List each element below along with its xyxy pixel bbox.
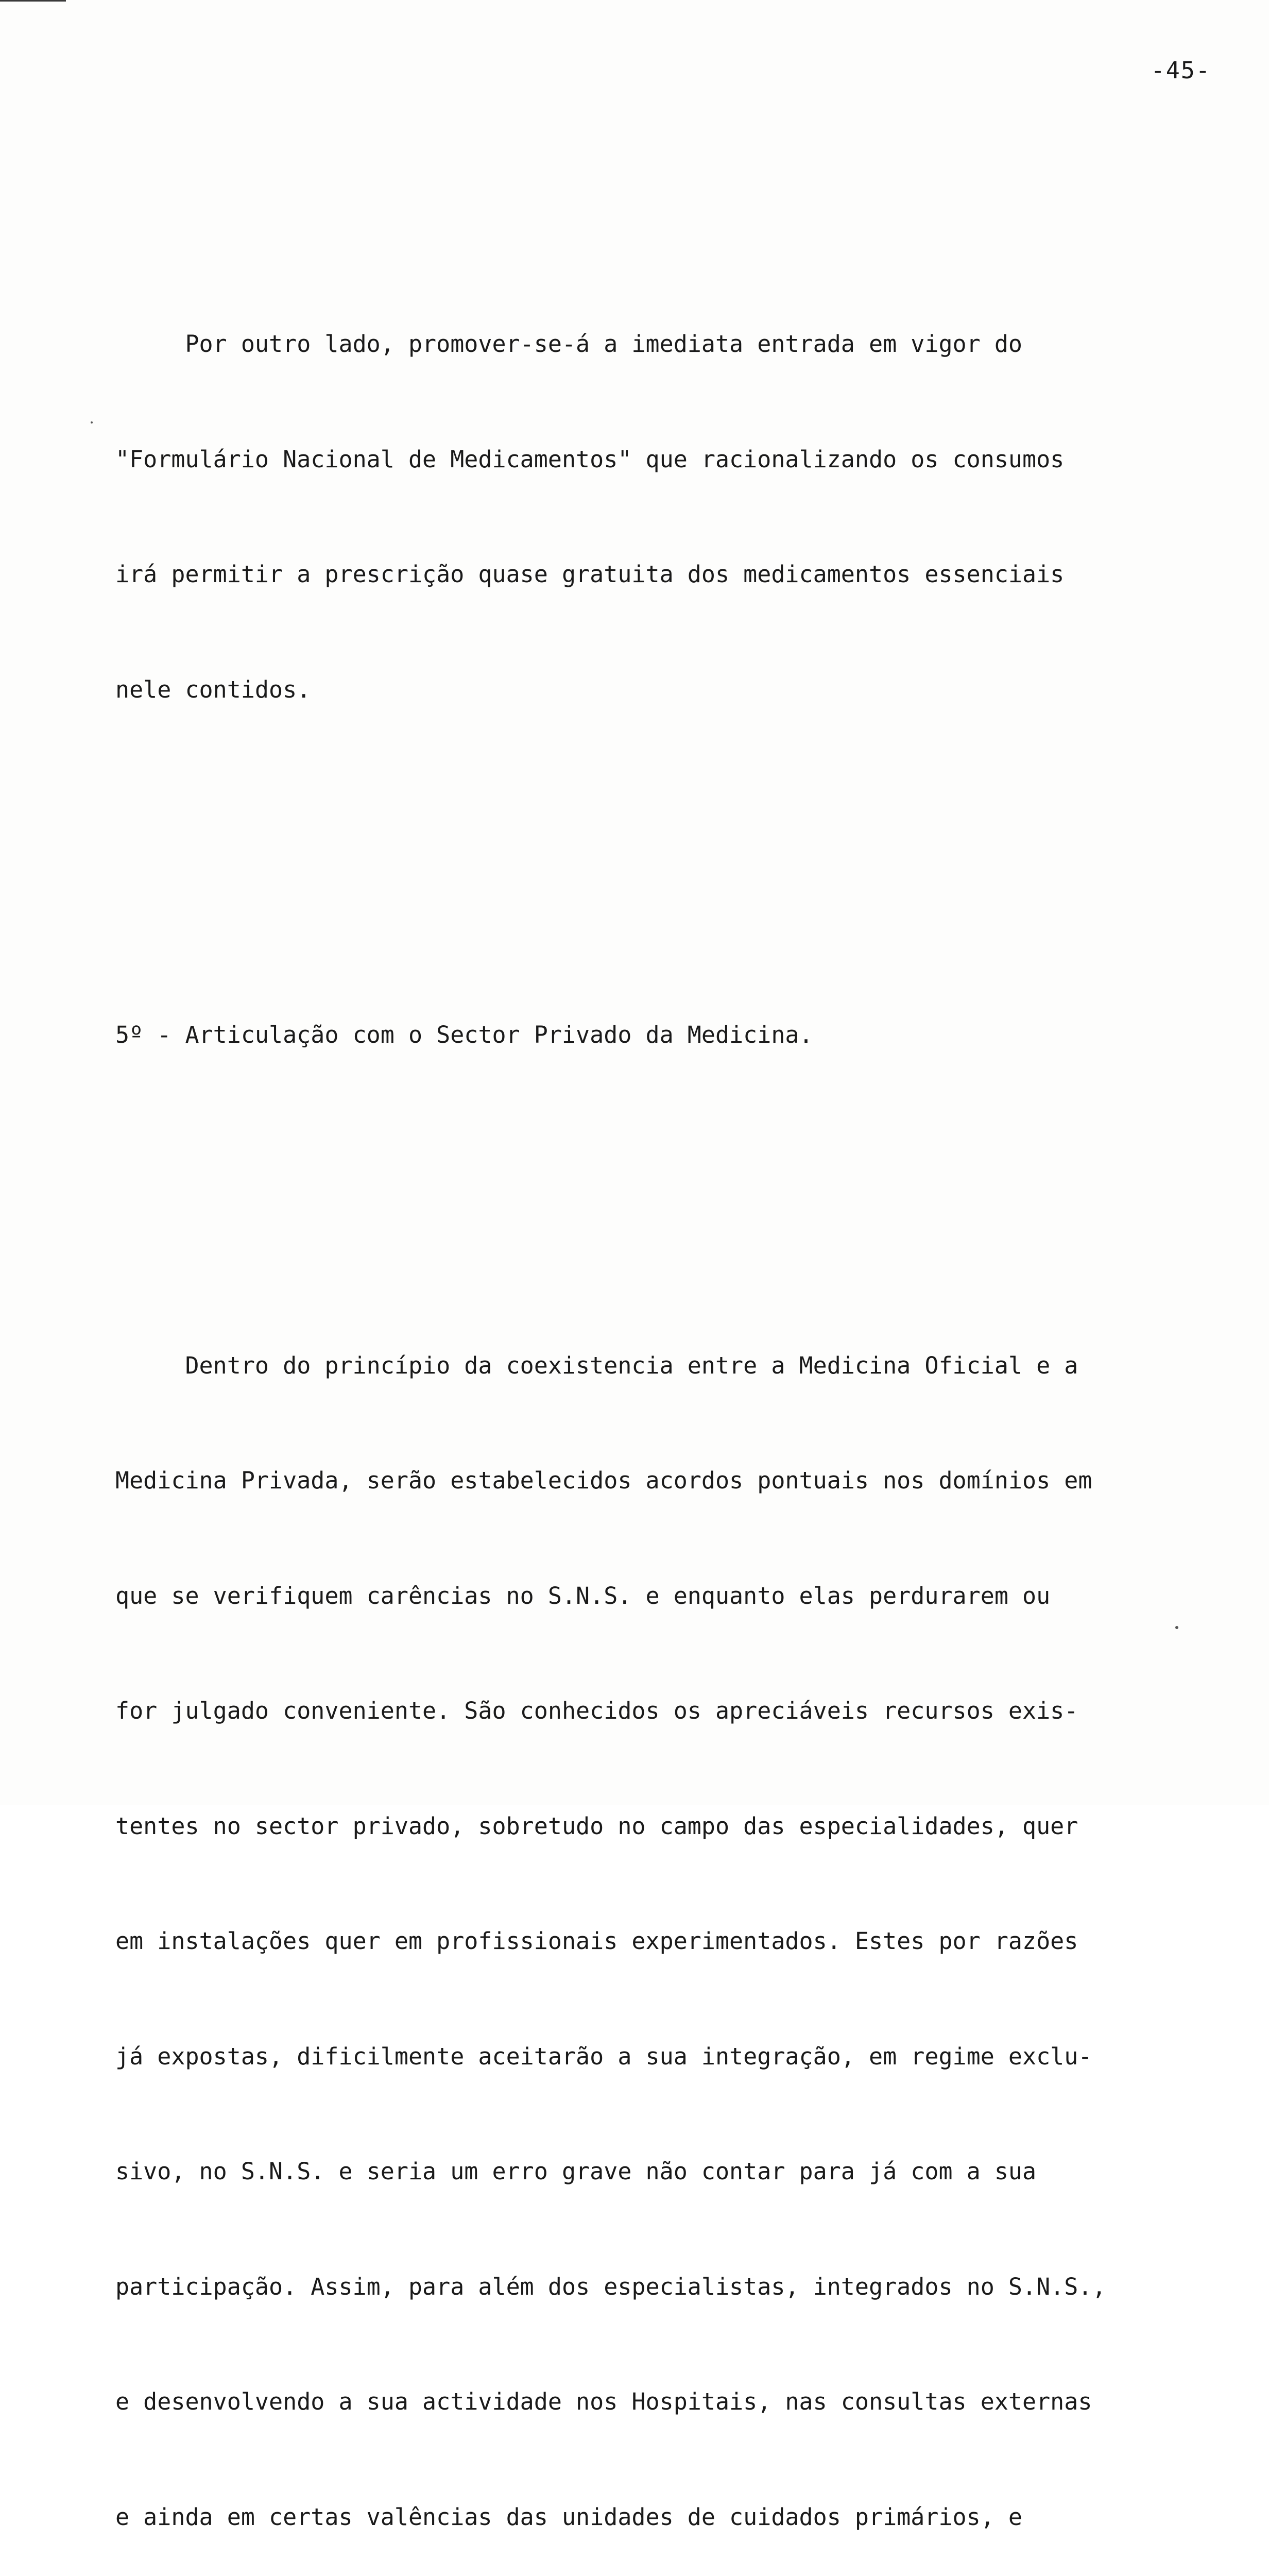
text-line: for julgado conveniente. São conhecidos os apreciáveis recursos exis-: [115, 1692, 1197, 1731]
text-line: e desenvolvendo a sua actividade nos Hospitais, nas consultas externas: [115, 2383, 1197, 2421]
text-line: e ainda em certas valências das unidades de cuidados primários, e: [115, 2498, 1197, 2537]
text-line: Dentro do princípio da coexistencia entre a Medicina Oficial e a: [115, 1347, 1197, 1385]
paragraph-intro: [115, 248, 1197, 786]
text-line: tentes no sector privado, sobretudo no campo das especialidades, quer: [115, 1807, 1197, 1846]
text-line: Medicina Privada, serão estabelecidos acordos pontuais nos domínios em: [115, 1462, 1197, 1500]
scan-speck: [91, 421, 93, 423]
scan-speck: [1175, 1626, 1178, 1629]
text-line: participação. Assim, para além dos especialistas, integrados no S.N.S.,: [115, 2268, 1197, 2307]
heading-line: 5º - Articulação com o Sector Privado da Medicina.: [115, 1016, 1197, 1055]
text-line: já expostas, dificilmente aceitarão a sua integração, em regime exclu-: [115, 2038, 1197, 2076]
body-text: [115, 172, 1197, 2576]
text-line: Por outro lado, promover-se-á a imediata entrada em vigor do: [115, 325, 1197, 364]
text-line: "Formulário Nacional de Medicamentos" que racionalizando os consumos: [115, 440, 1197, 479]
corner-rule: [0, 0, 66, 2]
text-line: nele contidos.: [115, 671, 1197, 709]
page-number: -45-: [1151, 57, 1211, 84]
section-heading: [115, 939, 1197, 1131]
text-line: sivo, no S.N.S. e seria um erro grave não contar para já com a sua: [115, 2153, 1197, 2191]
text-line: em instalações quer em profissionais experimentados. Estes por razões: [115, 1922, 1197, 1961]
paragraph-dentro: [115, 1270, 1197, 2576]
text-line: irá permitir a prescrição quase gratuita dos medicamentos essenciais: [115, 555, 1197, 594]
text-line: que se verifiquem carências no S.N.S. e enquanto elas perdurarem ou: [115, 1577, 1197, 1616]
